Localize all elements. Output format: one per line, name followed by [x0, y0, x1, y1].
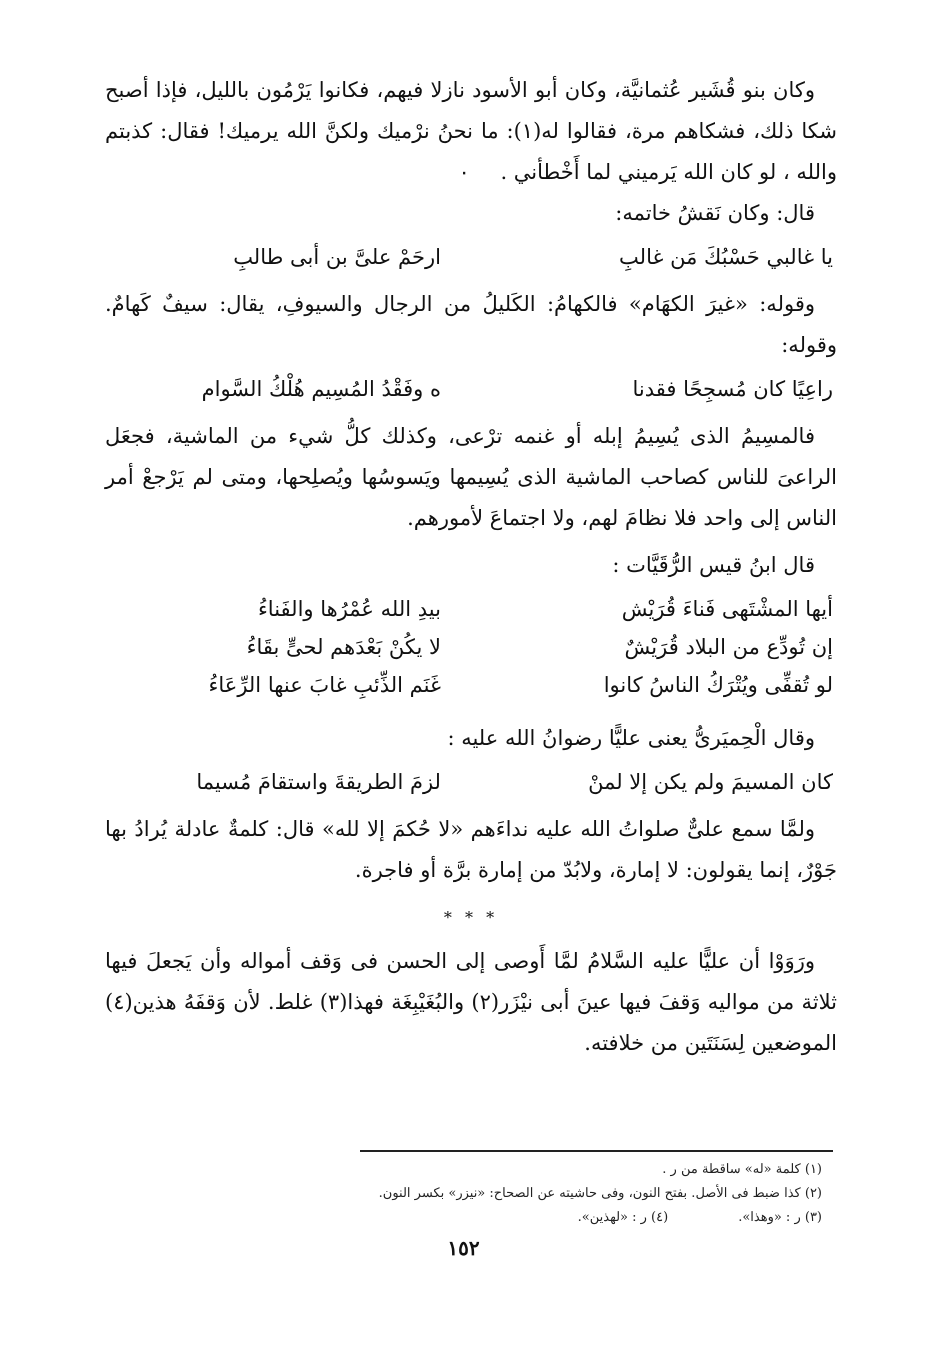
main-text — [105, 70, 837, 1064]
verse-1 — [105, 238, 837, 276]
verse-hemistich-right: أيها المشْتَهى فَناءَ قُرَيْش — [621, 597, 833, 621]
verse-hemistich-right: لو تُقفِّى ويُتْرَكُ الناسُ كانوا — [603, 673, 833, 697]
footnote-1: (١) كلمة «له» ساقطة من ر . — [662, 1162, 822, 1177]
verse-hemistich-right: يا غالبي حَسْبُكَ مَن غالبِ — [619, 245, 833, 269]
verse-row — [105, 238, 837, 276]
paragraph-1 — [105, 70, 837, 193]
verse-hemistich-right: راعِيًا كان مُسجِحًا فقدنا — [632, 377, 833, 401]
verse-hemistich-left: بيدِ الله عُمْرُها والفَناءُ — [257, 597, 441, 621]
verse-row — [105, 628, 837, 666]
verse-row — [105, 370, 837, 408]
paragraph-3: وقوله: «غيرَ الكهَام» فالكهامُ: الكَليلُ من الرجال والسيوفِ، يقال: سيفٌ كَهامٌ. وقوله: — [105, 292, 837, 357]
verse-hemistich-left: غَنَم الذِّئبِ غابَ عنها الرِّعَاءُ — [208, 673, 441, 697]
paragraph-1-text: وكان بنو قُشَير عُثمانيَّة، وكان أبو الأسود نازلا فيهم، فكانوا يَرْمُون بالليل، فإذا أصبح شكا ذلك، فشكاهم مرة، فقالوا له(١): ما نحنُ نرْميك ولكنَّ الله يرميك! فقال: كذبتم والله ، لو كان الله يَرميني لما أَخْطأني . — [105, 78, 837, 184]
footnote-4: (٤) ر : «لهذين». — [577, 1210, 669, 1225]
verse-2 — [105, 370, 837, 408]
paragraph-2: قال: وكان نَقشُ خاتمه: — [615, 201, 815, 225]
page-number: ١٥٢ — [447, 1236, 480, 1260]
section-separator: * * * — [443, 908, 499, 927]
verse-row — [105, 666, 837, 704]
verse-hemistich-left: لا يكُنْ بَعْدَهم لحىٍّ بقَاءُ — [246, 635, 441, 659]
paragraph-6: وقال الْحِميَرىُّ يعنى عليًّا رضوانُ الله عليه : — [447, 726, 815, 750]
footnote-2: (٢) كذا ضبط فى الأصل. بفتح النون، وفى حاشيته عن الصحاح: «نيزر» بكسر النون. — [378, 1186, 822, 1201]
verse-hemistich-right: كان المسيمَ ولم يكن إلا لمنْ — [588, 770, 833, 794]
verse-hemistich-right: إن تُودِّع من البلاد قُرَيْشٌ — [624, 635, 833, 659]
paragraph-5: قال ابنُ قيس الرُّقَيَّات : — [612, 553, 815, 577]
verse-row — [105, 763, 837, 801]
paragraph-1-mark: ٠ — [458, 160, 470, 184]
footnote-row — [222, 1206, 822, 1230]
paragraph-7: ولمَّا سمع علىٌّ صلواتُ الله عليه نداءَهم «لا حُكمَ إلا لله» قال: كلمةٌ عادلة يُرادُ بها جَوْرٌ، إنما يقولون: لا إمارة، ولابُدّ من إمارة برَّة أو فاجرة. — [105, 817, 837, 882]
paragraph-4: فالمسِيمُ الذى يُسِيمُ إبله أو غنمه ترْعى، وكذلك كلُّ شيء من الماشية، فجعَل الراعىَ للناس كصاحب الماشية الذى يُسِيمها ويَسوسُها ويُصلِحها، ومتى لم يَرْجعْ أمر الناس إلى واحد فلا نظامَ لهم، ولا اجتماعَ لأمورهم. — [105, 424, 837, 530]
paragraph-8: ورَوَوْا أن عليًّا عليه السَّلامُ لمَّا أَوصى إلى الحسن فى وَقف أمواله وأن يَجعلَ فيها ثلاثة من مواليه وَقفَ فيها عينَ أبى نيْزَر(٢) والبُغَيْبِغَة فهذا(٣) غلط. لأن وَقفَهُ هذين(٤) الموضعين لِسَنَتَين من خلافته. — [105, 949, 837, 1055]
poem-stanza — [105, 590, 837, 704]
footnote-rule — [360, 1150, 833, 1152]
verse-3 — [105, 763, 837, 801]
verse-row — [105, 590, 837, 628]
verse-hemistich-left: ه وفَقْدُ المُسِيم هُلْكُ السَّوام — [201, 377, 441, 401]
footnotes — [222, 1158, 822, 1230]
verse-hemistich-left: ارحَمْ علىَّ بن أبى طالبِ — [233, 245, 441, 269]
footnote-3: (٣) ر : «وهذا». — [738, 1210, 822, 1225]
verse-hemistich-left: لزمَ الطريقةَ واستقامَ مُسيما — [196, 770, 441, 794]
